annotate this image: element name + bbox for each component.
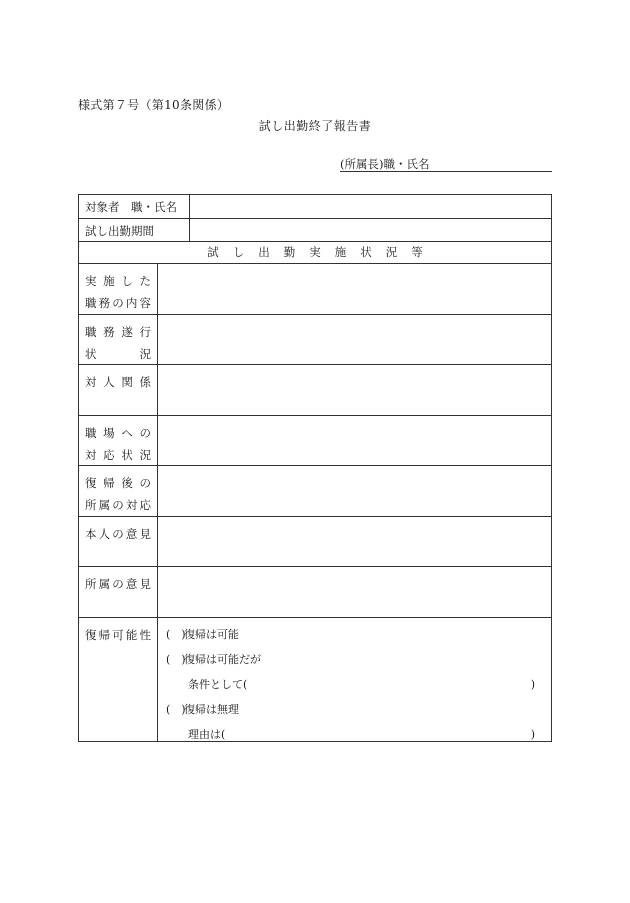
duty-performance-label-line1: 職務遂行 bbox=[85, 325, 151, 339]
duty-performance-field[interactable] bbox=[158, 315, 551, 364]
post-return-response-label bbox=[79, 466, 158, 516]
report-table bbox=[78, 194, 552, 742]
conditions-field[interactable] bbox=[166, 672, 551, 697]
trial-period-label: 試し出勤期間 bbox=[79, 219, 190, 241]
status-section-header: 試し出勤実施状況等 bbox=[207, 245, 437, 259]
return-possibility-label bbox=[79, 618, 158, 741]
section-row bbox=[79, 466, 551, 517]
duty-performance-label bbox=[79, 315, 158, 364]
section-row bbox=[79, 315, 551, 365]
workplace-adaptation-label bbox=[79, 416, 158, 465]
return-possibility-label-line1: 復帰可能性 bbox=[85, 628, 151, 642]
option-return-impossible[interactable] bbox=[166, 697, 551, 722]
post-return-response-label-line1: 復帰後の bbox=[85, 476, 151, 490]
option-return-conditional-label: 復帰は可能だが bbox=[184, 653, 261, 666]
option-return-impossible-label: 復帰は無理 bbox=[184, 703, 239, 716]
employee-opinion-label bbox=[79, 517, 158, 566]
workplace-adaptation-label-line2: 対応状況 bbox=[85, 448, 151, 462]
section-row bbox=[79, 264, 551, 315]
option-return-possible-checkbox[interactable]: ( ) bbox=[166, 628, 186, 641]
employee-opinion-field[interactable] bbox=[158, 517, 551, 566]
return-possibility-options bbox=[158, 618, 551, 741]
duty-performance-label-line2: 状 況 bbox=[85, 347, 151, 361]
department-opinion-label-line1: 所属の意見 bbox=[85, 577, 151, 591]
conditions-close-paren: ) bbox=[530, 678, 535, 691]
option-return-conditional[interactable] bbox=[166, 647, 551, 672]
option-return-possible-label: 復帰は可能 bbox=[184, 628, 239, 641]
reason-close-paren: ) bbox=[530, 728, 535, 741]
department-opinion-field[interactable] bbox=[158, 567, 551, 617]
post-return-response-label-line2: 所属の対応 bbox=[85, 498, 151, 512]
workplace-adaptation-field[interactable] bbox=[158, 416, 551, 465]
section-row bbox=[79, 416, 551, 466]
department-opinion-label bbox=[79, 567, 158, 617]
section-row bbox=[79, 567, 551, 618]
reporter-name-field[interactable]: (所属長)職・氏名 bbox=[340, 158, 552, 172]
conditions-open-label: 条件として( bbox=[188, 678, 248, 691]
subject-name-label: 対象者 職・氏名 bbox=[79, 195, 190, 218]
return-possibility-row bbox=[79, 618, 551, 741]
option-return-impossible-checkbox[interactable]: ( ) bbox=[166, 703, 186, 716]
subject-name-field[interactable] bbox=[190, 195, 551, 218]
option-return-conditional-checkbox[interactable]: ( ) bbox=[166, 653, 186, 666]
trial-period-row bbox=[79, 219, 551, 242]
status-section-header-row bbox=[79, 242, 551, 264]
workplace-adaptation-label-line1: 職場への bbox=[85, 426, 151, 440]
employee-opinion-label-line1: 本人の意見 bbox=[85, 527, 151, 541]
interpersonal-field[interactable] bbox=[158, 365, 551, 415]
section-row bbox=[79, 517, 551, 567]
duties-content-label-line2: 職務の内容 bbox=[85, 296, 151, 310]
option-return-possible[interactable] bbox=[166, 622, 551, 647]
post-return-response-field[interactable] bbox=[158, 466, 551, 516]
form-number: 様式第７号（第10条関係） bbox=[78, 98, 230, 112]
interpersonal-label bbox=[79, 365, 158, 415]
interpersonal-label-line1: 対人関係 bbox=[85, 375, 151, 389]
reason-open-label: 理由は( bbox=[188, 728, 226, 741]
document-title: 試し出勤終了報告書 bbox=[258, 119, 372, 133]
section-row bbox=[79, 365, 551, 416]
reason-field[interactable] bbox=[166, 722, 551, 747]
duties-content-field[interactable] bbox=[158, 264, 551, 314]
subject-name-row bbox=[79, 195, 551, 219]
duties-content-label-line1: 実施した bbox=[85, 274, 151, 288]
duties-content-label bbox=[79, 264, 158, 314]
trial-period-field[interactable] bbox=[190, 219, 551, 241]
